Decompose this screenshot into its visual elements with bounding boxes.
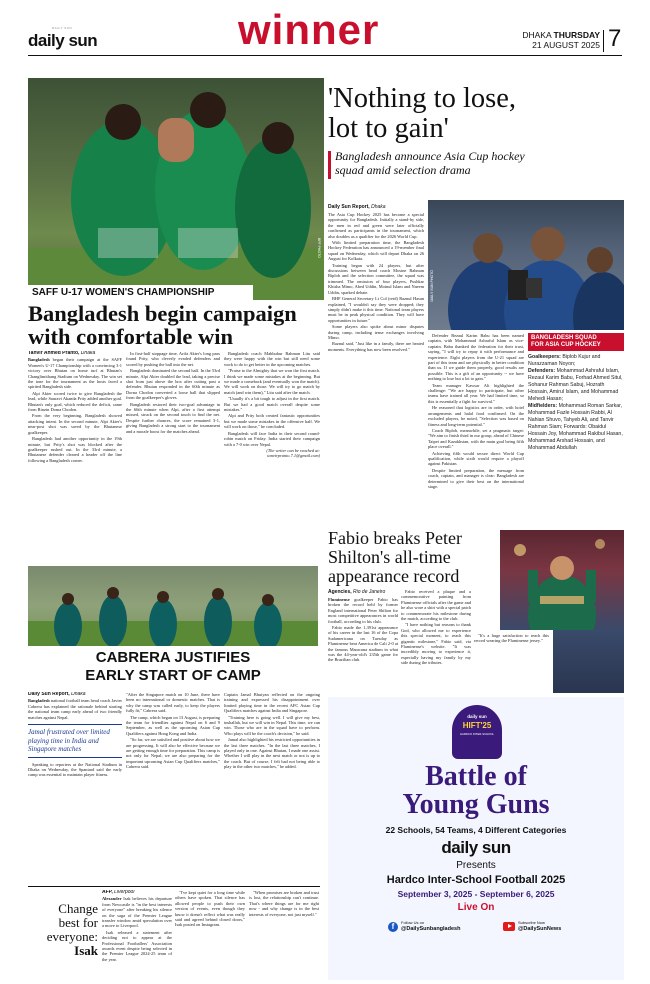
saff-col-2 xyxy=(126,351,220,563)
masthead-rule xyxy=(28,55,622,56)
asia-p11: Achieving fifth would secure direct World Cup qualification, while sixth would require a playoff against Pakistan. xyxy=(428,450,524,467)
saff-col-1 xyxy=(28,351,122,563)
fabio-p4: "I have nothing but reasons to thank God, who allowed me to experience this special moment, to reach this gigantic milestone," Fabio said, via Fluminense's website. "It was incredibly moving to experience it, especially having my family by my side during the tributes. xyxy=(401,622,471,666)
fabio-byline xyxy=(328,589,385,595)
isak-byline-place: Liverpool xyxy=(114,890,135,895)
fabio-p1: goalkeeper Fabio has broken the record held by former England international Peter Shilton for most competitive appearances in world football, according to his club. xyxy=(328,597,398,624)
cabrera-p1: national football team head coach Javier Cabrera has explained the rationale behind starting the national team camp early ahead of two friendly matches against Nepal. xyxy=(28,698,122,720)
squad-goalkeepers xyxy=(528,354,624,368)
isak-p3: "I've kept quiet for a long time while others have spoken. That silence has allowed people to push their own version of events, even though they know it doesn't reflect what was really said and agreed behind closed doors," Isak posted on Instagram. xyxy=(175,890,245,928)
fabio-photo-ext xyxy=(553,630,624,693)
youtube-play-icon xyxy=(508,924,512,928)
saff-note: (The writer can be reached at: tanvirpranto.7.1@gmail.com) xyxy=(266,447,320,459)
fabio-col-1 xyxy=(328,597,398,693)
saff-p10: "Usually it's a bit tough to adjust in the first match. But we had a good match overall despite some mistakes." xyxy=(224,396,320,413)
saff-p11: Alpi and Prity both created fantastic opportunities but we made some mistakes in the offensive half. We will work on those," he concluded. xyxy=(224,413,320,430)
ad-dates: September 3, 2025 - September 6, 2025 xyxy=(397,889,555,899)
squad-mid-label: Midfielders: xyxy=(528,403,558,409)
page-number: 7 xyxy=(608,25,622,52)
saff-lead: Bangladesh xyxy=(28,357,50,363)
fabio-p5: "It's a huge satisfaction to reach this record wearing the Fluminense jersey." xyxy=(474,633,549,644)
saff-headline xyxy=(28,302,328,348)
ad-badge-top: daily sun xyxy=(467,714,487,719)
dateline xyxy=(492,30,600,50)
asia-col-1 xyxy=(328,212,424,525)
isak-col-3 xyxy=(249,890,319,976)
isak-p1: Isak believes his departure from Newcastle is "in the best interests of everyone" after breaking his silence on the saga of the Premier League transfer window amid speculation over a move to Liverpool. xyxy=(102,896,172,929)
fabio-photo-art xyxy=(500,530,624,630)
isak-headline-line-3: everyone: xyxy=(46,929,98,944)
asia-p9: He reasoned that logistics are in order, with hotel arrangements and halal food confirmed. On the excluded players, he noted, "Selection was based on fitness and long-term potential." xyxy=(428,405,524,427)
squad-defenders xyxy=(528,368,624,403)
asia-p3: Training began with 24 players, but after discussions between head coach Mosine Rahman Biplob and the selection committee, the squad was trimmed. The omission of four players, Pushkar Khisha Mimo, Abed Uddin, Moinul Islam and Naeem Uddin, sparked debate. xyxy=(328,262,424,295)
squad-midfielders xyxy=(528,403,624,452)
squad-def: Mohammad Ashraful Islam, Rezaul Karim Babu, Forhad Ahmed Situl, Sohanur Rahman Sabuj, Hozrath Hossain, Amirul Islam, and Mohammad Mehedi Hasan; xyxy=(528,368,623,402)
asia-deck-line-1: Bangladesh announce Asia Cup hockey xyxy=(335,149,525,163)
ad-badge xyxy=(452,705,502,759)
cabrera-p8: Jamal also highlighted his restricted opportunities in the last three matches. "In the last three matches, I played only in one. Against Bhutan, I made one assist. Whether I will play in the next match or not is up to the coach. But of course, I felt bad not being able to play in the other two matches," he added. xyxy=(224,737,320,770)
squad-title-line-1: BANGLADESH SQUAD xyxy=(531,335,597,341)
cabrera-p7: "Training here is going well. I will give my best, inshallah, but we will win in Nepal. This time, we can win. Those who are in the squad have to perform. Who plays will be the coach's decision," he said. xyxy=(224,714,320,736)
hockey-photo-art xyxy=(428,200,624,330)
ad-presents: Presents xyxy=(456,860,496,871)
fabio-headline-line-2: Shilton's all-time xyxy=(328,547,451,567)
squad-box xyxy=(528,333,624,525)
cabrera-byline-place: Dhaka xyxy=(71,692,86,697)
ad-stats: 22 Schools, 54 Teams, 4 Different Categories xyxy=(385,825,567,835)
isak-headline-line-4: Isak xyxy=(74,943,98,958)
asia-byline-name: Daily Sun Report, xyxy=(328,204,370,210)
cabrera-banner-line-2: EARLY START OF CAMP xyxy=(85,667,261,684)
fabio-headline xyxy=(328,529,498,586)
saff-col-3 xyxy=(224,351,320,563)
saff-photo xyxy=(28,78,324,300)
asia-p6: Raznul said, "Just like in a family, there are heated moments. Everything has now been resolved." xyxy=(328,341,424,352)
asia-p1: The Asia Cup Hockey 2025 has become a special opportunity for Bangladesh. Initially a stand-by side, the men in red and green were later officially confirmed as participants in the tournament, which also doubles as a qualifier for the 2026 World Cup. xyxy=(328,212,424,239)
saff-photo-credit: BFF PHOTO xyxy=(317,238,321,258)
hockey-photo-credit: DAILY SUN PHOTO xyxy=(430,270,434,302)
fabio-col-2 xyxy=(401,589,471,693)
dateline-day: THURSDAY xyxy=(553,30,600,40)
ad-brand: daily sun xyxy=(441,838,511,857)
saff-byline-place: Dhaka xyxy=(80,351,96,356)
ad-title-line-1: Battle of xyxy=(425,761,527,792)
fabio-byline-name: Agencies, xyxy=(328,589,352,595)
ad-follow-handle: @DailySunbangladesh xyxy=(401,926,461,932)
masthead xyxy=(0,0,650,56)
squad-gk: Biplob Kujur and Nurazzaman Noyon; xyxy=(528,354,601,367)
isak-col-1 xyxy=(102,890,172,976)
saff-p1: began their campaign at the SAFF Women's U-17 Championship with a convincing 3-1 victory over Bhutan on home turf at Bhutan's Changlimithang Stadium on Wednesday. The win set the tone for the tournament as the hosts faced a spirited Bangladesh side. xyxy=(28,357,122,390)
saff-p2: Alpi Akter scored twice to give Bangladesh the lead, while Sauravi Akanda Prity added another goal. Bhutan's only goal, which reduced the deficit, came from Rinzin Doma Chodon. xyxy=(28,390,122,413)
asia-deck-line-2: squad amid selection drama xyxy=(335,163,471,177)
fabio-headline-line-3: appearance record xyxy=(328,566,460,586)
saff-p12: Bangladesh will face India in their second round-robin match on Friday. India started their campaign with a 7-0 win over Nepal. xyxy=(224,430,320,447)
cabrera-p4: The camp, which began on 13 August, is preparing the team for friendlies against Nepal on 6 and 9 September, as well as the upcoming Asian Cup Qualifiers against Hong Kong and India. xyxy=(126,714,220,736)
cabrera-p6: Captain Jamal Bhuiyan reflected on the ongoing training and expressed his disappointment over limited playing time in the recent AFC Asian Cup Qualifiers matches against India and Singapore. xyxy=(224,692,320,714)
squad-title-line-2: FOR ASIA CUP HOCKEY xyxy=(531,342,601,348)
asia-p5: Some players also spoke about minor disputes during camp, including tense exchanges involving Mimo. xyxy=(328,324,424,340)
saff-p4: Bangladesh had another opportunity in the 19th minute, but Prity's shot was blocked after the goalkeeper rushed out. In the 33rd minute, a Bhutanese defender cleared a header off the line following a Bangladesh corner. xyxy=(28,436,122,463)
ad-follow[interactable] xyxy=(388,920,478,938)
fabio-col-3 xyxy=(474,633,549,693)
paper-tag: DAILY SUN xyxy=(52,26,73,30)
ad-subscribe-handle: @DailySunNews xyxy=(518,926,562,932)
squad-gk-label: Goalkeepers: xyxy=(528,354,561,360)
page-divider xyxy=(603,30,604,52)
dateline-city: DHAKA xyxy=(522,30,552,40)
cabrera-p3: "After the Singapore match on 10 June, there have been no international or domestic matches. That is why the camp was called early, to keep the players fully fit," Cabrera said. xyxy=(126,692,220,714)
saff-headline-line-1: Bangladesh begin campaign xyxy=(28,301,297,326)
fabio-byline-place: Rio de Janeiro xyxy=(353,589,386,595)
cabrera-p5: "So far, we are satisfied and positive about how we are progressing. It will also be effective because we are getting enough time for preparation. This camp is not only for Nepal; we are also preparing for the important upcoming Asian Cup Qualifiers matches," Cabrera said. xyxy=(126,737,220,770)
isak-byline-name: AFP, xyxy=(102,890,113,895)
hift-ad xyxy=(328,697,624,980)
ad-badge-mid: HIFT'25 xyxy=(462,721,492,730)
cabrera-byline-name: Daily Sun Report, xyxy=(28,692,70,697)
asia-p4: BHF General Secretary Lt Col (retd) Raznul Hasan explained, "I wouldn't say they were dropped; they simply didn't make it this time. National team players must be in peak physical condition. They will have opportunities in future." xyxy=(328,296,424,323)
isak-headline-line-2: best for xyxy=(58,915,98,930)
asia-p8: Team manager Kawsar Ali highlighted the challenge: "We are happy to participate, but other teams have trained all year. We had limited time, so this is essentially a fight for survival." xyxy=(428,382,524,404)
ad-title-line-2: Young Guns xyxy=(402,789,550,820)
cabrera-p2: Speaking to reporters at the National Stadium in Dhaka on Wednesday, the Spaniard said the early camp was essential to maintain player fitness. xyxy=(28,761,122,778)
asia-p12: Despite limited preparation, the message from coach, captain, and manager is clear: Bangladesh are determined to give their best on the international stage. xyxy=(428,467,524,489)
cabrera-banner xyxy=(28,646,318,688)
saff-banner: SAFF U-17 WOMEN'S CHAMPIONSHIP xyxy=(28,285,253,300)
ad-subscribe[interactable] xyxy=(503,920,593,938)
hockey-photo xyxy=(428,200,624,330)
section-title: winner xyxy=(238,6,380,53)
facebook-icon: f xyxy=(388,922,398,932)
squad-def-label: Defenders: xyxy=(528,368,556,374)
ad-live: Live On xyxy=(457,902,495,913)
fabio-p3: Fabio received a plaque and a commemorative painting from Fluminense officials after the game and he also wore a shirt with a special patch to commemorate his milestone during the match, according to the club. xyxy=(401,589,471,622)
cabrera-pullquote: Jamal frustrated over limited playing time in India and Singapore matches xyxy=(28,724,122,758)
isak-p4: "When promises are broken and trust is lost, the relationship can't continue. That's where things are for me right now - and why change is in the best interests of everyone, not just myself." xyxy=(249,890,319,917)
isak-headline-line-1: Change xyxy=(58,901,98,916)
isak-col-2 xyxy=(175,890,245,976)
asia-p2: With limited preparation time, the Bangladesh Hockey Federation has announced a 19-member final squad on Wednesday, which will depart Dhaka on 26 August for Kolkata. xyxy=(328,240,424,262)
saff-p3: From the very beginning, Bangladesh showed attacking intent. In the second minute, Alpi Akter's near-post shot was saved by the Bhutanese goalkeeper. xyxy=(28,413,122,435)
fabio-p2: Fabio made the 1,391st appearance of his career in the last 16 of the Copa Sudamericana on Tuesday as Fluminense beat America de Cali 2-0 at the famous Maracana stadium in what was the 44-year-old's 235th game for the Brazilian club. xyxy=(328,625,398,663)
saff-photo-art xyxy=(28,78,324,300)
asia-headline xyxy=(328,84,624,144)
saff-p9: "Praise to the Almighty that we won the first match. I think we made some mistakes at the beginning. But we made a comeback (and eventually won the match). We will work on those. We will try to go match by match (and win them)," Litu said after the match. xyxy=(224,368,320,395)
saff-p6: Bangladesh dominated the second half. In the 53rd minute, Alpi Akter doubled the lead, taking a precise shot from just above the box after cutting past a defender. Bhutan responded in the 60th minute as Dorna Chodon converted a loose ball that slipped from the goalkeeper's gloves. xyxy=(126,368,220,401)
ad-badge-sub: HARDCO INTER-SCHOOL xyxy=(459,732,495,736)
cabrera-col-1 xyxy=(28,692,122,882)
ad-follow-label: Follow Us on xyxy=(401,920,425,925)
saff-headline-line-2: with comfortable win xyxy=(28,324,233,349)
asia-p10: Coach Biplob, meanwhile, set a pragmatic target: "We aim to finish third in our group, ahead of Chinese Taipei and Kazakhstan, with the main goal being fifth place overall." xyxy=(428,427,524,450)
saff-p5: In first-half stoppage time, Arifa Akter's long pass found Prity, who cleverly evaded defenders and scored by pushing the ball into the net. xyxy=(126,351,220,367)
saff-p7: Bangladesh restored their two-goal advantage in the 66th minute when Alpi, after a first attempt missed, struck on the second touch to find the net. Despite further chances, the score remained 3-1, giving Bangladesh a strong start to the tournament and a morale boost for the matches ahead. xyxy=(126,401,220,434)
asia-byline xyxy=(328,204,386,210)
fabio-photo xyxy=(500,530,624,630)
cabrera-col-2 xyxy=(126,692,220,882)
asia-headline-line-1: 'Nothing to lose, xyxy=(328,83,517,114)
cabrera-banner-line-1: CABRERA JUSTIFIES xyxy=(90,649,256,666)
fabio-headline-line-1: Fabio breaks Peter xyxy=(328,528,462,548)
squad-mid: Mohammad Roman Sarkar, Mohammad Fazle Hossain Rabbi, Al Nahian Shuvo, Tahyeb Ali, and Tanvir Rahman Siam; Forwards: Obaidul Hossain Joy, Mohammad Rakibul Hasan, Mohammad Arshad Hossain, and Mohammad Abdullah xyxy=(528,403,623,451)
cabrera-col-3 xyxy=(224,692,320,882)
isak-lead: Alexander xyxy=(102,896,122,902)
isak-headline xyxy=(28,902,98,958)
isak-rule xyxy=(28,886,320,887)
squad-list xyxy=(528,351,624,452)
fabio-lead: Fluminense xyxy=(328,597,350,602)
ad-subscribe-label: Subscribe Now xyxy=(518,920,545,925)
asia-p7: Defender Rezaul Karim Babu has been named captain, with Mohammad Ashraful Islam as vice-captain. Babu thanked the federation for their trust, saying, "I will try to repay it with performance and experience. Eight players from the U-21 squad are part of this team and are physically in better condition than us. If we guide them properly, good results are possible. This is a gift of an opportunity -- we have nothing to lose but a lot to gain." xyxy=(428,333,524,382)
asia-deck xyxy=(335,149,625,177)
cabrera-lead: Bangladesh xyxy=(28,698,50,704)
ad-event: Hardco Inter-School Football 2025 xyxy=(386,874,566,886)
paper-logo: daily sun xyxy=(28,31,98,50)
dateline-date: 21 AUGUST 2025 xyxy=(532,40,600,50)
saff-byline-name: Tanvir Ahmed Pranto, xyxy=(28,351,80,356)
asia-deck-bar xyxy=(328,151,331,179)
asia-col-2 xyxy=(428,333,524,525)
isak-p2: Isak released a statement after deciding not to appear at the Professional Footballers' Association awards event despite being selected in the Premier League 2024-25 team of the year. xyxy=(102,929,172,962)
ad-title xyxy=(328,763,624,819)
squad-title xyxy=(528,333,624,351)
saff-p8: Bangladesh coach Mahbubur Rahman Litu said they were happy with the win but still need some work to do to get better in the upcoming matches. xyxy=(224,351,320,367)
asia-headline-line-2: lot to gain' xyxy=(328,113,449,144)
asia-byline-place: Dhaka xyxy=(371,204,386,210)
